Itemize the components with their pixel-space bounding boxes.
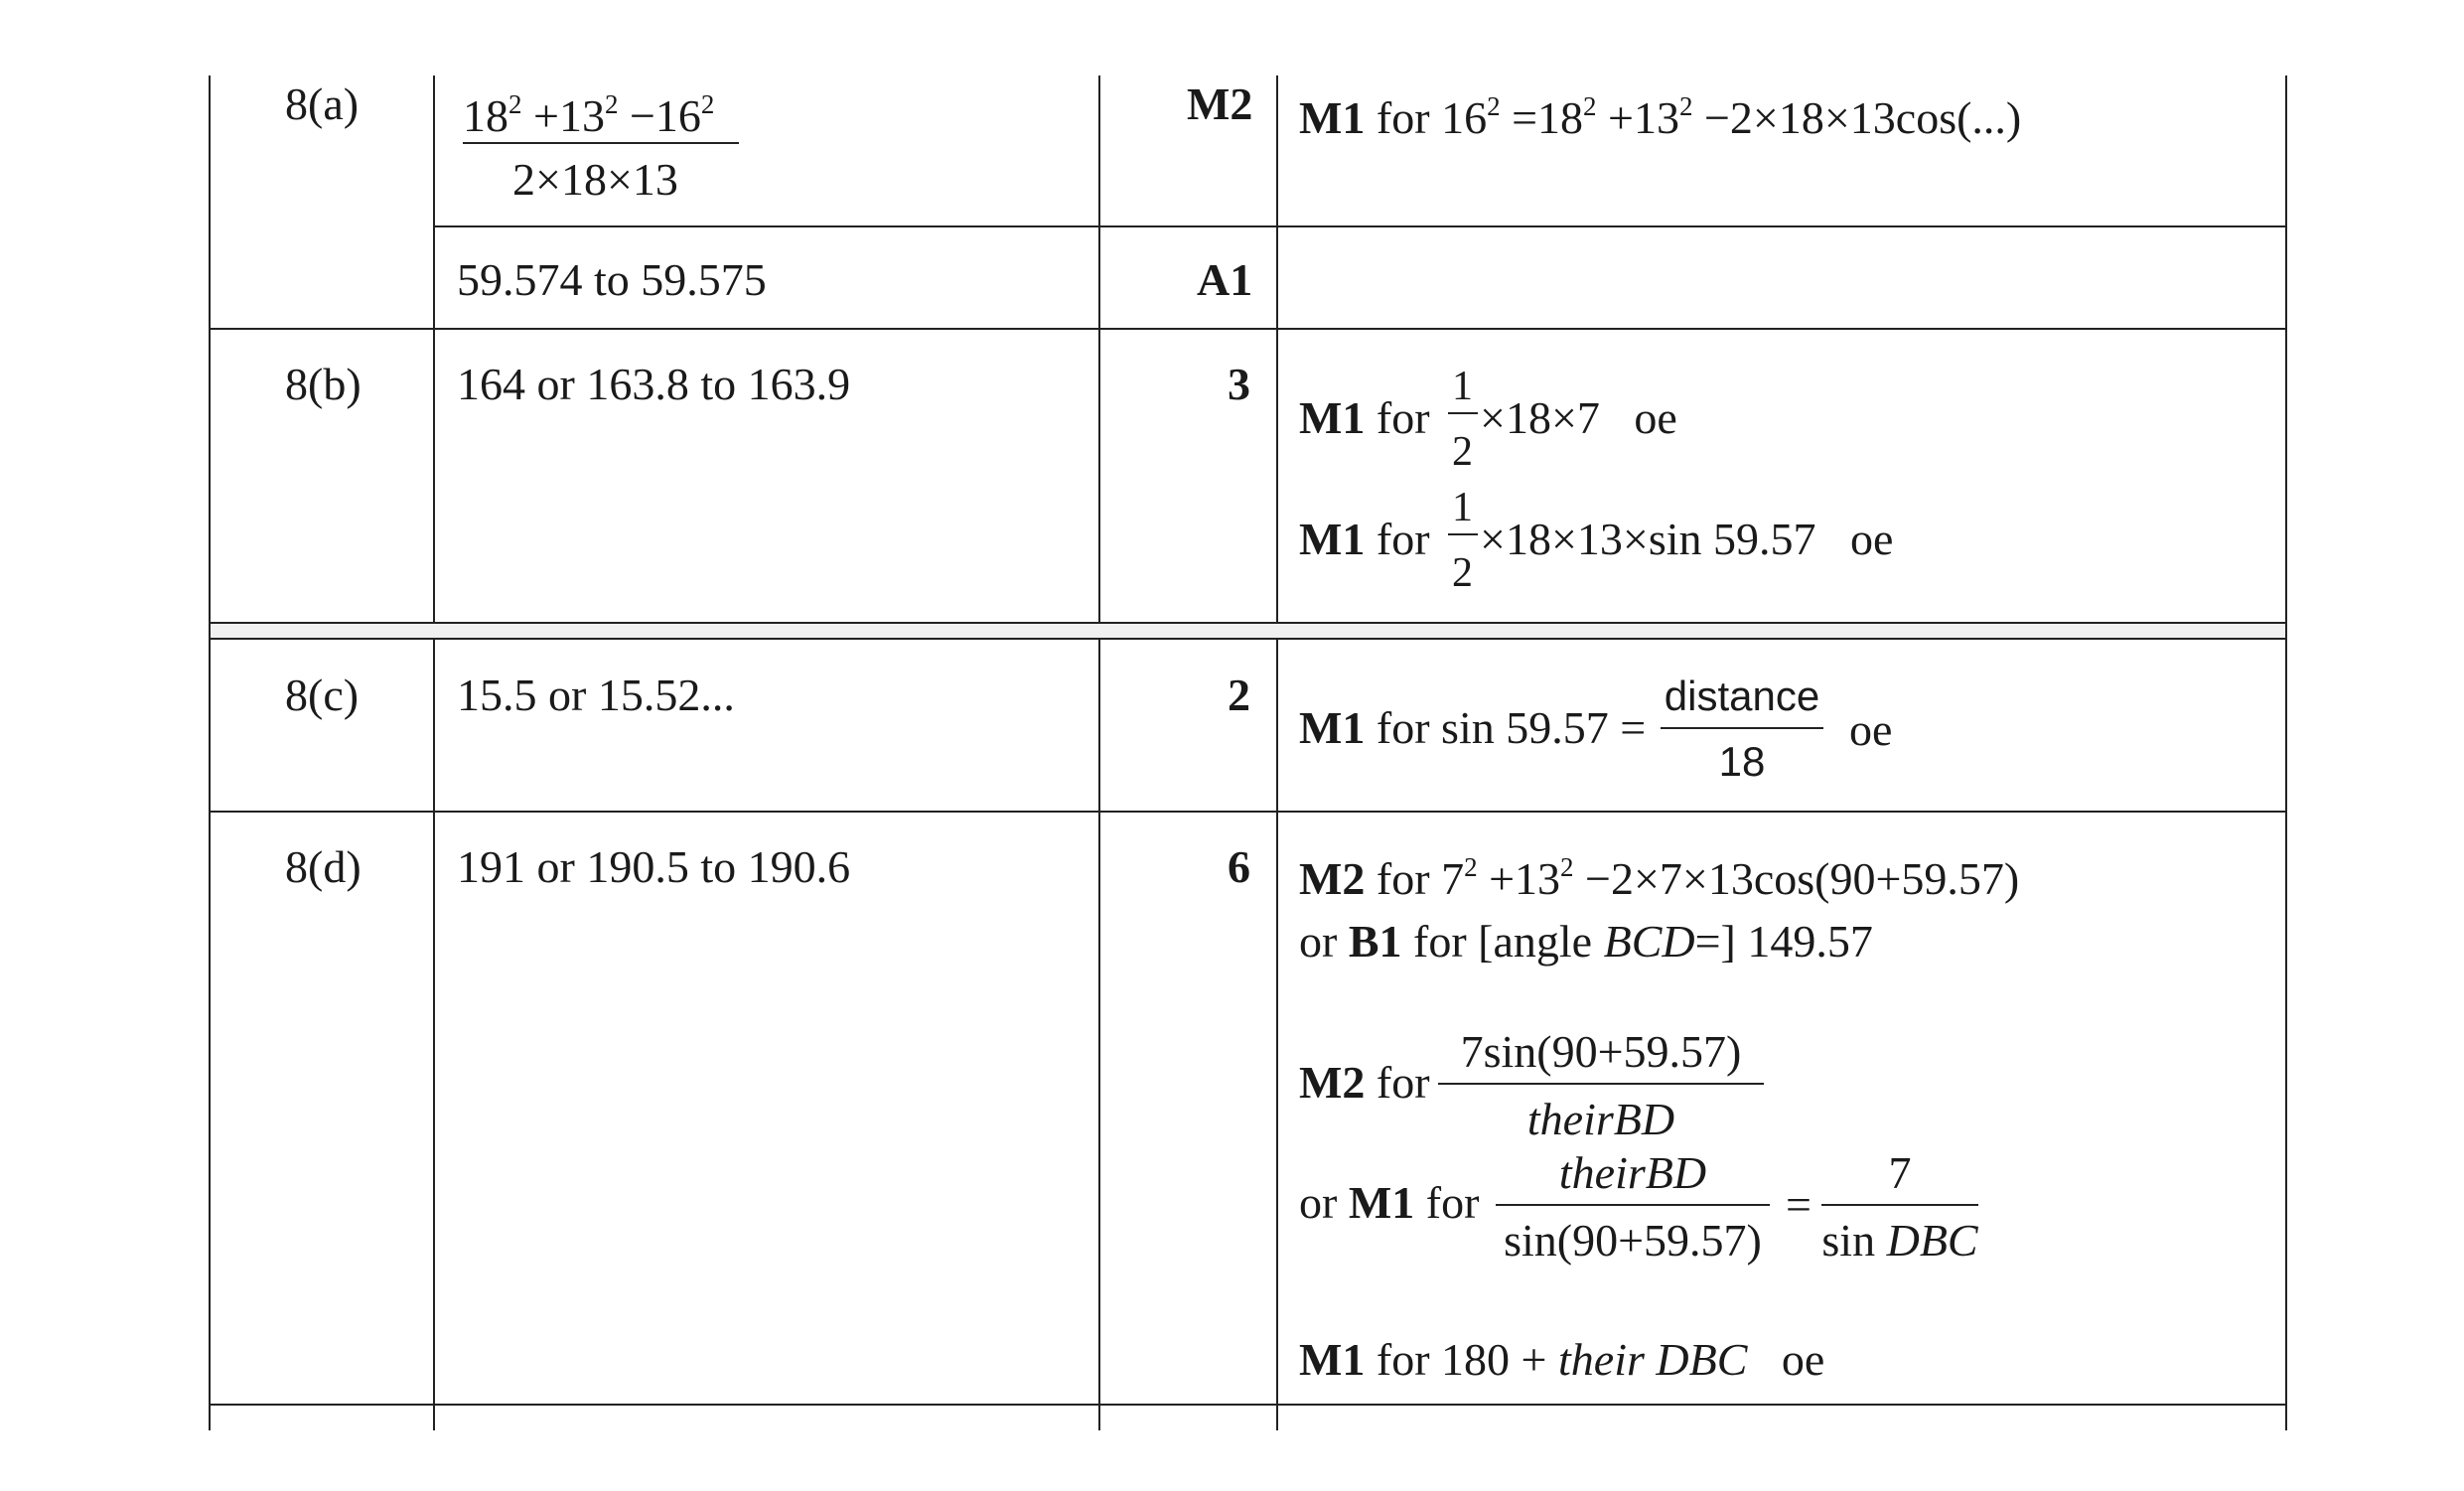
- answer-8a-denominator: 2×18×13: [512, 154, 678, 205]
- note-8b-line2-half-num: 1: [1452, 485, 1473, 530]
- row-a-inner-divider: [433, 225, 2287, 227]
- mark-8c: 2: [1228, 670, 1250, 720]
- note-8d-line4-bar: [1496, 1204, 1770, 1206]
- note-8d-line4-bar2: [1821, 1204, 1978, 1206]
- note-8b-line2-prefix: M1 for: [1299, 514, 1430, 564]
- note-8d-line3-prefix: M2 for: [1299, 1057, 1430, 1108]
- question-label-8d: 8(d): [285, 841, 362, 892]
- answer-8b: 164 or 163.8 to 163.9: [457, 359, 851, 409]
- note-8b-line1-prefix: M1 for: [1299, 392, 1430, 443]
- table-divider-mark: [1098, 75, 1100, 1430]
- answer-8a-fraction-bar: [463, 142, 739, 144]
- table-border-right: [2285, 75, 2287, 1430]
- note-8b-line2-expr: ×18×13×sin 59.57 oe: [1480, 514, 1894, 564]
- note-8d-line4-den: sin(90+59.57): [1504, 1215, 1762, 1266]
- question-label-8a: 8(a): [285, 78, 360, 129]
- note-8c-prefix: M1 for sin 59.57 =: [1299, 702, 1647, 753]
- mark-8d: 6: [1228, 841, 1250, 892]
- note-8d-line3-num: 7sin(90+59.57): [1460, 1026, 1742, 1077]
- question-label-8b: 8(b): [285, 359, 362, 409]
- note-8b-line1-half-bar: [1448, 412, 1478, 414]
- note-8d-line3-den: theirBD: [1526, 1094, 1675, 1144]
- mark-8b: 3: [1228, 359, 1250, 409]
- answer-8a-numerator: $18^2 +13^2 -16^2$: [463, 89, 715, 141]
- note-8d-line3-bar: [1438, 1083, 1764, 1085]
- row-d-bottom: [209, 1404, 2287, 1406]
- table-divider-notes: [1276, 75, 1278, 1430]
- note-8d-line4-num: theirBD: [1558, 1147, 1707, 1198]
- note-8a: M1 for $16^2 =18^2 +13^2 -2\times 18\times 13\cos(...)$: [1299, 91, 2022, 143]
- note-8c-fraction-den: 18: [1718, 738, 1766, 785]
- question-label-8c: 8(c): [285, 670, 360, 720]
- note-8b-line2-half-den: 2: [1452, 550, 1473, 596]
- table-divider-answer: [433, 75, 435, 1430]
- row-divider-c-d: [209, 811, 2287, 813]
- row-divider-a-b: [209, 328, 2287, 330]
- note-8d-line4-den2: sin DBC: [1821, 1215, 1978, 1266]
- note-8d-line4-equals: =: [1786, 1179, 1812, 1230]
- note-8c-oe: oe: [1849, 704, 1893, 755]
- row-c-top: [209, 638, 2287, 640]
- note-8d-line5: M1 for 180 + their DBC oe: [1299, 1334, 1825, 1385]
- table-border-left: [209, 75, 211, 1430]
- note-8c-fraction-bar: [1661, 727, 1823, 729]
- note-8b-line1-half-num: 1: [1452, 364, 1473, 409]
- mark-8a-accuracy: A1: [1197, 254, 1253, 305]
- note-8d-line4-prefix: or M1 for: [1299, 1177, 1480, 1228]
- note-8b-line1-half-den: 2: [1452, 429, 1473, 475]
- answer-8d: 191 or 190.5 to 190.6: [457, 841, 851, 892]
- note-8d-line4-num2: 7: [1888, 1147, 1912, 1198]
- note-8d-line2: or B1 for [angle BCD=] 149.57: [1299, 916, 1873, 967]
- answer-8c: 15.5 or 15.52...: [457, 670, 735, 720]
- row-b-bottom: [209, 622, 2287, 624]
- note-8b-line1-expr: ×18×7 oe: [1480, 392, 1677, 443]
- note-8d-line1: M2 for $7^2 +13^2 -2\times 7\times 13\cos(90+59.57)$: [1299, 852, 2020, 904]
- note-8b-line2-half-bar: [1448, 533, 1478, 535]
- note-8c-fraction-num: distance: [1664, 672, 1820, 719]
- mark-8a: M2: [1187, 78, 1253, 129]
- answer-8a-value: 59.574 to 59.575: [457, 254, 767, 305]
